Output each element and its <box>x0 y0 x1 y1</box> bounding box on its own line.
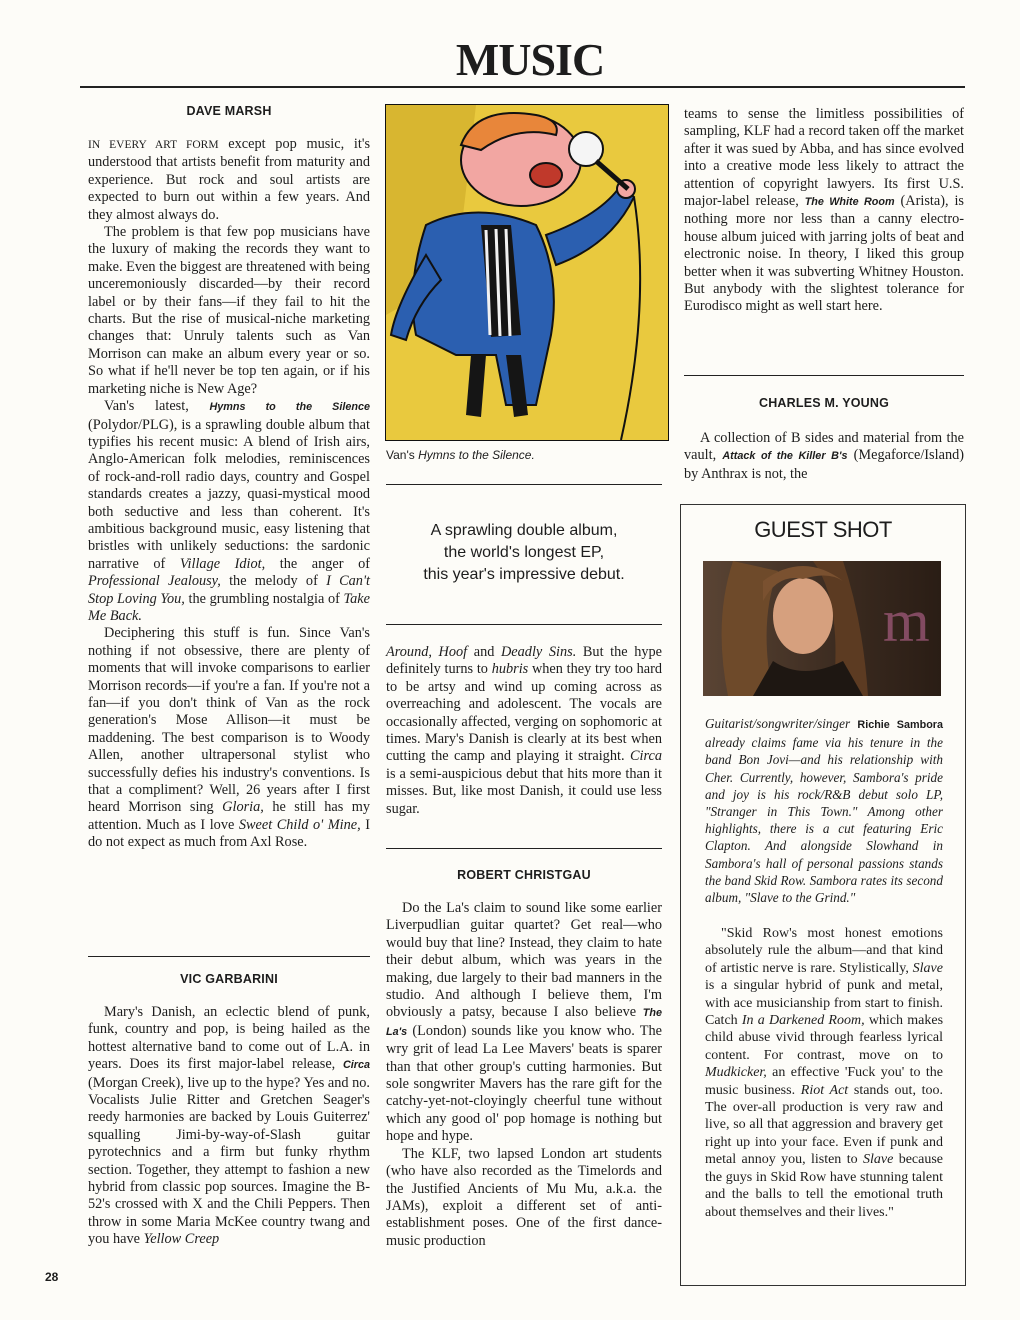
pullquote-top-rule <box>386 484 662 485</box>
column1-rule <box>88 956 370 957</box>
sidebar-quote: "Skid Row's most honest emotions absolutely rule the album—and that kind of artistic nerve is rare. Stylistically, Slave is a singular hybrid of punk and metal, with ace musicianship from start to finish. Catch In a Darkened Room, which makes child abuse vivid through fearless lyrical content. For contrast, move on to Mudkicker, an effective 'Fuck you' to the music business. Riot Act stands out, too. The over-all production is very raw and live, so all that aggression and bravery get right up into your face. Even if punk and metal annoy you, listen to Slave because the guys in Skid Row have stunning talent and the balls to tell the emotional truth about themselves and their lives." <box>705 926 944 1220</box>
guest-shot-sidebar <box>680 504 966 1286</box>
pullquote-bottom-rule <box>386 624 662 625</box>
header-rule <box>80 86 965 88</box>
review-charles-m-young: A collection of B sides and material from the vault, Attack of the Killer B's (Megaforce/Island) by Anthrax is not, the <box>684 430 964 482</box>
illustration-van-morrison <box>385 104 669 441</box>
singer-illustration <box>386 105 668 440</box>
section-title: MUSIC <box>455 34 605 85</box>
illustration-caption: Van's Hymns to the Silence. <box>386 448 535 462</box>
portrait-photo <box>703 561 941 696</box>
svg-text:m: m <box>883 588 930 654</box>
byline-robert-christgau: ROBERT CHRISTGAU <box>457 868 591 882</box>
sidebar-title: GUEST SHOT <box>754 517 892 542</box>
column3-rule <box>684 375 964 376</box>
guest-photo <box>703 561 941 696</box>
byline-vic-garbarini: VIC GARBARINI <box>180 972 278 986</box>
pull-quote: A sprawling double album, the world's longest EP, this year's impressive debut. <box>423 522 625 583</box>
review-dave-marsh: IN EVERY ART FORM except pop music, it's understood that artists benefit from maturity and experience. But rock and soul artists are expected to burn out within a few years. And they almost always do. The problem is that few pop musicians have the luxury of making the records they want to make. Even the biggest are threatened with being unceremoniously discarded—by their record label or by their fans—if they fail to hit the charts. But the rise of musical-niche marketing changes that: Unruly talents such as Van Morrison can make an album every year or so. So what if he'll never be top ten again, or if his marketing niche is New Age? Van's latest, Hymns to the Silence (Polydor/PLG), is a sprawling double album that typifies his recent music: A blend of Irish airs, Anglo-American folk melodies, reminiscences of rock-and-roll radio days, country and Gospel standards creates a jazzy, quasi-mystical mood both seductive and less than coherent. It's ambitious background music, easy listening that bristles with unlikely seductions: the sardonic narrative of Village Idiot, the anger of Professional Jealousy, the melody of I Can't Stop Loving You, the grumbling nostalgia of Take Me Back. Deciphering this stuff is fun. Since Van's nothing if not obsessive, there are plenty of moments that will invoke comparisons to earlier Morrison records—if you're a fan. If you're not a fan—if you don't think of Van as the rock generation's Mose Allison—it must be maddening. The best comparison is to Woody Allen, another ultrapersonal stylist who successfully defies his industry's conventions. Is that a compliment? Well, 26 years after I first heard Morrison sing Gloria, he still has my attention. Much as I love Sweet Child o' Mine, I do not expect as much from Axl Rose. <box>88 136 371 851</box>
review-vic-garbarini: Mary's Danish, an eclectic blend of punk, funk, country and pop, is being hailed as the hottest alternative band to come out of L.A. in years. Does its first major-label release, Circa (Morgan Creek), live up to the hype? Yes and no. Vocalists Julie Ritter and Gretchen Seager's reedy harmonies are backed by Louis Guiterrez' squalling Jimi-by-way-of-Slash guitar pyrotechnics and a firm but funky rhythm section. Together, they attempt to fashion a new hybrid from classic pop sources. Imagine the B-52's crossed with X and the Chili Peppers. Then throw in some Maria McKee country twang and you have Yellow Creep <box>88 1004 370 1248</box>
review-vic-garbarini-continued: Around, Hoof and Deadly Sins. But the hype definitely turns to hubris when they try too hard to be artsy and wind up coming across as overreaching and adolescent. The vocals are occasionally affected, verging on sophomoric at times. Mary's Danish is clearly at its best when cutting the camp and playing it straight. Circa is a semi-auspicious debut that hits more than it misses. But, like most Danish, it could use less sugar. <box>386 644 662 817</box>
review-robert-christgau: Do the La's claim to sound like some earlier Liverpudlian guitar quartet? Get real—who would buy that line? Instead, they claim to hate their debut album, which was years in the making, due largely to their bad manners in the studio. And although I believe them, I'm obviously a patsy, because I also believe The La's (London) sounds like you know who. The wry grit of lead La Lee Mavers' beats is sparer than that other group's cutting harmonies. But sole songwriter Mavers has the rare gift for the catchy-yet-not-cloyingly cheerful tune without which any good ol' pop homage is nothing but hope and hype. The KLF, two lapsed London art students (who have also recorded as the Timelords and the Justified Ancients of Mu Mu, a.k.a. the JAMs), exploit a different set of anti-establishment poses. One of the first dance-music production <box>386 900 662 1249</box>
sidebar-intro: Guitarist/songwriter/singer Richie Sambora already claims fame via his tenure in the band Bon Jovi—and his relationship with Cher. Currently, however, Sambora's pride and joy is his rock/R&B debut solo LP, "Stranger in This Town." Among other highlights, there is a cut featuring Eric Clapton. And alongside Slowhand in Sambora's hall of personal passions stands the band Skid Row. Sambora rates its second album, "Slave to the Grind." <box>705 716 943 906</box>
lead-smallcaps: IN EVERY ART FORM <box>88 139 219 151</box>
byline-dave-marsh: DAVE MARSH <box>186 104 272 118</box>
review-robert-christgau-continued: teams to sense the limitless possibilities of sampling, KLF had a record taken off the market after it was sued by Abba, and has since evolved into a creative mode less likely to attract the attention of copyright lawyers. Its first U.S. major-label release, The White Room (Arista), is nothing more nor less than a canny electro-house album juiced with jarring jolts of beat and electronic noise. In theory, I liked this group better when it was subverting Whitney Houston. But anybody with the slightest tolerance for Eurodisco might as well start here. <box>684 106 964 315</box>
byline-charles-m-young: CHARLES M. YOUNG <box>758 396 890 410</box>
page-number: 28 <box>45 1270 59 1284</box>
column2-rule <box>386 848 662 849</box>
